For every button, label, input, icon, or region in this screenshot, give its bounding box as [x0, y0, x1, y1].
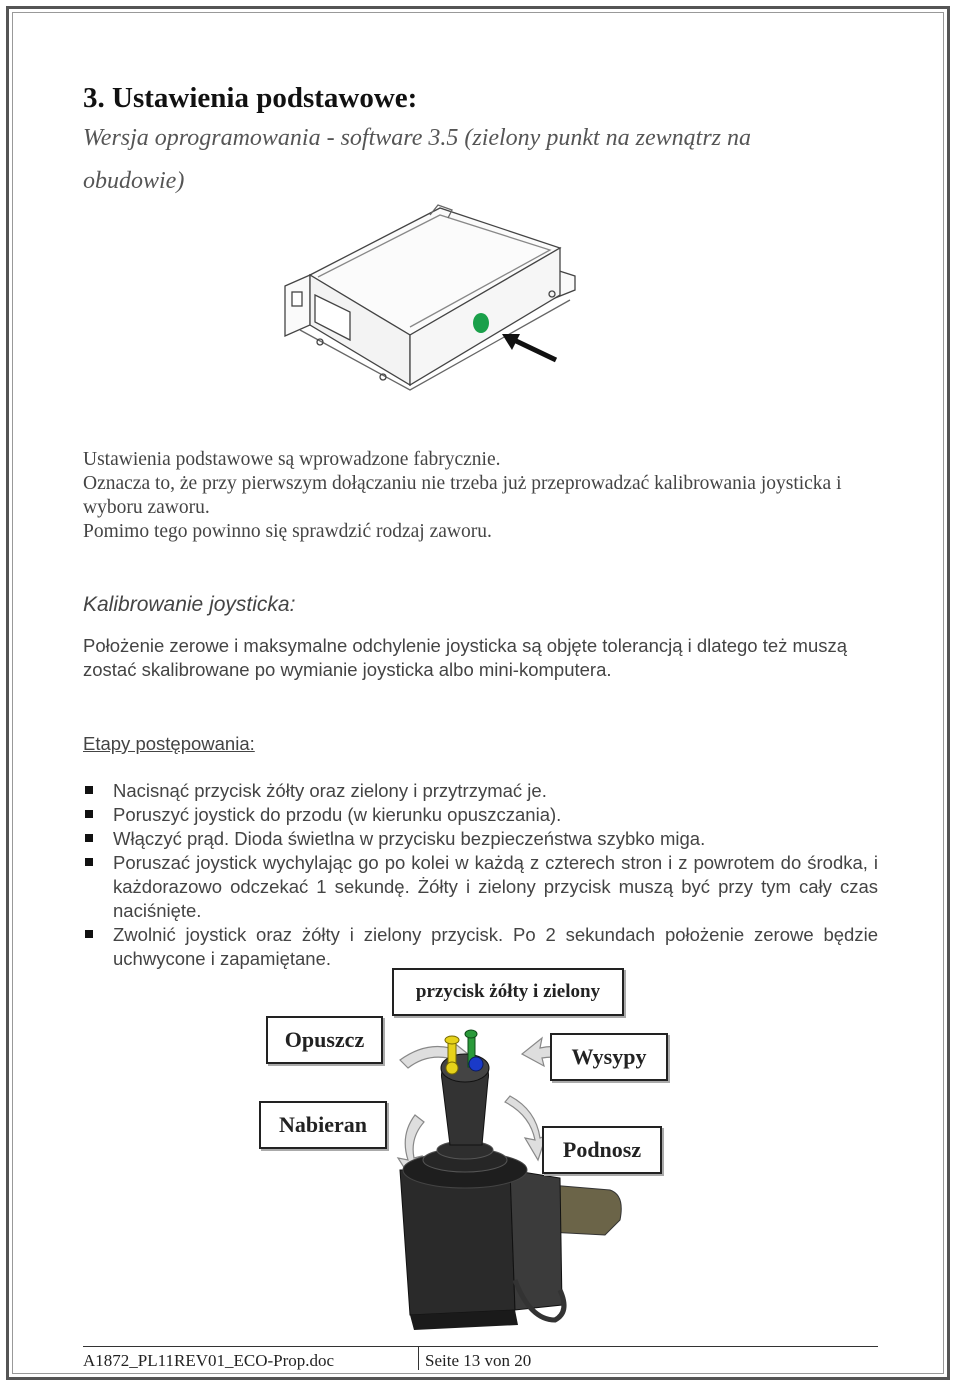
label-raise: Podnosz: [542, 1126, 662, 1174]
list-item: Włączyć prąd. Dioda świetlna w przycisku bezpieczeństwa szybko miga.: [83, 827, 878, 851]
software-version-subtitle: Wersja oprogramowania - software 3.5 (zielony punkt na zewnątrz na obudowie): [83, 125, 752, 194]
bullet-icon: [85, 834, 93, 842]
footer-page-number: Seite 13 von 20: [425, 1351, 532, 1370]
arrow-forward-icon: [505, 1096, 546, 1160]
label-scoop: Nabieran: [259, 1101, 387, 1149]
list-item: Poruszyć joystick do przodu (w kierunku opuszczania).: [83, 803, 878, 827]
bullet-icon: [85, 786, 93, 794]
footer-divider: [83, 1346, 878, 1347]
calibration-heading: Kalibrowanie joysticka:: [83, 593, 296, 616]
procedure-steps: [83, 779, 878, 971]
footer-document-name: A1872_PL11REV01_ECO-Prop.doc: [83, 1351, 335, 1370]
list-item: Poruszać joystick wychylając go po kolei w każdą z czterech stron i z powrotem do środka, i każdorazowo odczekać 1 sekundę. Żółty i zielony przycisk muszą być przy tym cały czas naciśnięte.: [83, 851, 878, 923]
label-buttons-yellow-green: przycisk żółty i zielony: [392, 968, 624, 1016]
intro-line-2: Oznacza to, że przy pierwszym dołączaniu nie trzeba już przeprowadzać kalibrowania joysticka i wyboru zaworu.: [83, 473, 842, 518]
label-lower: Opuszcz: [266, 1016, 383, 1064]
list-item: Nacisnąć przycisk żółty oraz zielony i przytrzymać je.: [83, 779, 878, 803]
label-dump: Wysypy: [550, 1033, 668, 1081]
procedure-heading: Etapy postępowania:: [83, 733, 255, 754]
bullet-icon: [85, 858, 93, 866]
intro-line-1: Ustawienia podstawowe są wprowadzone fabrycznie.: [83, 449, 501, 470]
section-title: 3. Ustawienia podstawowe:: [83, 82, 418, 114]
footer-separator: [418, 1346, 419, 1370]
intro-line-3: Pomimo tego powinno się sprawdzić rodzaj zaworu.: [83, 521, 492, 542]
bullet-icon: [85, 930, 93, 938]
bullet-icon: [85, 810, 93, 818]
calibration-text: Położenie zerowe i maksymalne odchylenie joysticka są objęte tolerancją i dlatego też muszą zostać skalibrowane po wymianie joysticka albo mini-komputera.: [83, 635, 848, 680]
green-led-indicator: [473, 313, 489, 333]
control-box-illustration: [280, 200, 600, 400]
arrow-icon: [498, 330, 560, 366]
list-item: Zwolnić joystick oraz żółty i zielony przycisk. Po 2 sekundach położenie zerowe będzie uchwycone i zapamiętane.: [83, 923, 878, 971]
